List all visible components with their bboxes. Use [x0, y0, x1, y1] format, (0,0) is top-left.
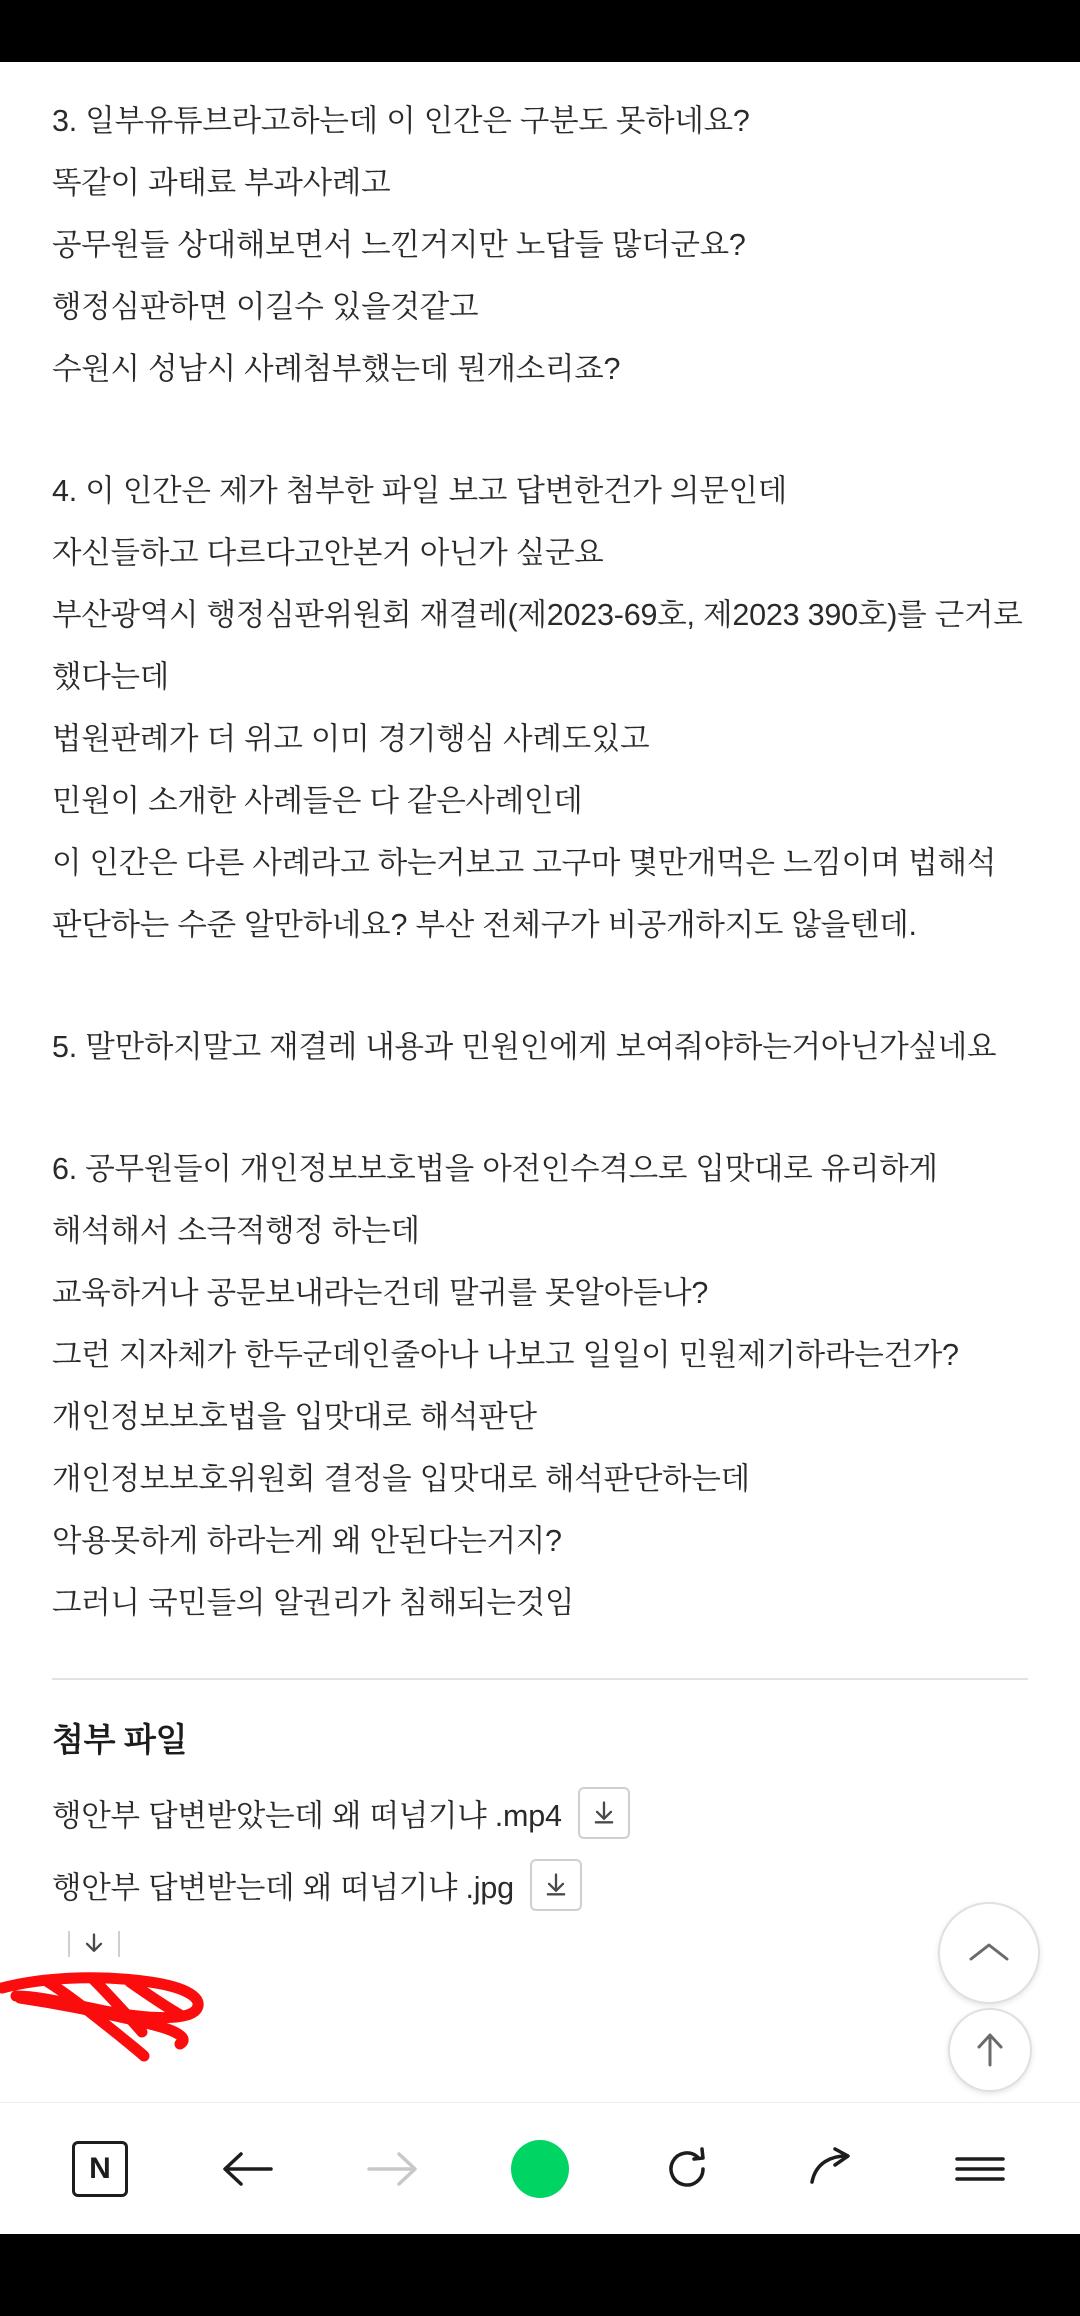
arrow-up-icon — [970, 2029, 1010, 2071]
download-icon[interactable] — [578, 1787, 630, 1839]
text-line: 악용못하게 하라는게 왜 안된다는거지? — [52, 1524, 562, 1558]
attachment-file-name: 행안부 답변받았는데 왜 떠넘기냐 .mp4 — [52, 1799, 562, 1833]
share-icon — [808, 2146, 858, 2192]
paragraph-item-4 — [52, 460, 1028, 956]
article-body — [0, 62, 1080, 1957]
text-line: 그러니 국민들의 알권리가 침해되는것임 — [52, 1586, 575, 1620]
text-line: 민원이 소개한 사례들은 다 같은사례인데 — [52, 784, 583, 818]
download-icon[interactable] — [68, 1931, 120, 1957]
text-line: 법원판례가 더 위고 이미 경기행심 사례도있고 — [52, 722, 650, 756]
record-button[interactable] — [494, 2123, 586, 2215]
status-bar — [0, 0, 1080, 62]
scroll-up-button[interactable] — [948, 2008, 1032, 2092]
browser-toolbar — [0, 2102, 1080, 2234]
reload-icon — [663, 2145, 711, 2193]
text-line: 교육하거나 공문보내라는건데 말귀를 못알아듣나? — [52, 1276, 709, 1310]
arrow-left-icon — [219, 2147, 275, 2191]
attachment-row[interactable] — [52, 1859, 1028, 1911]
text-line: 개인정보보호위원회 결정을 입맛대로 해석판단하는데 — [52, 1462, 750, 1496]
arrow-right-icon — [365, 2147, 421, 2191]
text-line: 부산광역시 행정심판위원회 재결레(제2023-69호, 제2023 390호)를 근거로 했다는데 — [52, 598, 1023, 694]
paragraph-item-3 — [52, 90, 1028, 400]
attachment-row[interactable] — [52, 1787, 1028, 1839]
menu-button[interactable] — [934, 2123, 1026, 2215]
text-line: 똑같이 과태료 부과사례고 — [52, 166, 391, 200]
record-dot-icon — [511, 2140, 569, 2198]
text-line: 수원시 성남시 사례첨부했는데 뭔개소리죠? — [52, 352, 621, 386]
text-line: 행정심판하면 이길수 있을것같고 — [52, 290, 479, 324]
text-line: 3. 일부유튜브라고하는데 이 인간은 구분도 못하네요? — [52, 104, 750, 138]
text-line: 6. 공무원들이 개인정보보호법을 아전인수격으로 입맛대로 유리하게 해석해서 소극적행정 하는데 — [52, 1152, 938, 1248]
scroll-to-top-button[interactable] — [938, 1902, 1040, 2004]
red-scribble-annotation — [0, 1952, 300, 2082]
download-icon[interactable] — [530, 1859, 582, 1911]
naver-n-icon: N — [72, 2141, 128, 2197]
hamburger-menu-icon — [954, 2152, 1006, 2186]
share-button[interactable] — [787, 2123, 879, 2215]
reload-button[interactable] — [641, 2123, 733, 2215]
back-button[interactable] — [201, 2123, 293, 2215]
forward-button[interactable] — [347, 2123, 439, 2215]
paragraph-item-5 — [52, 1016, 1028, 1078]
web-page-content — [0, 62, 1080, 2102]
text-line: 그런 지자체가 한두군데인줄아나 나보고 일일이 민원제기하라는건가? 개인정보보호법을 입맛대로 해석판단 — [52, 1338, 959, 1434]
text-line: 5. 말만하지말고 재결레 내용과 민원인에게 보여줘야하는거아닌가싶네요 — [52, 1030, 997, 1064]
naver-home-button[interactable] — [54, 2123, 146, 2215]
text-line: 4. 이 인간은 제가 첨부한 파일 보고 답변한건가 의문인데 — [52, 474, 788, 508]
system-navigation-bar — [0, 2234, 1080, 2316]
text-line: 공무원들 상대해보면서 느낀거지만 노답들 많더군요? — [52, 228, 746, 262]
chevron-up-icon — [965, 1935, 1013, 1971]
attachment-file-name: 행안부 답변받는데 왜 떠넘기냐 .jpg — [52, 1871, 514, 1905]
text-line: 자신들하고 다르다고안본거 아닌가 싶군요 — [52, 536, 604, 570]
paragraph-item-6 — [52, 1138, 1028, 1634]
attachments-heading: 첨부 파일 — [52, 1721, 188, 1758]
text-line: 이 인간은 다른 사례라고 하는거보고 고구마 몇만개먹은 느낌이며 법해석 판단하는 수준 알만하네요? 부산 전체구가 비공개하지도 않을텐데. — [52, 846, 997, 942]
section-divider — [52, 1678, 1028, 1680]
attachment-row-clipped[interactable] — [52, 1931, 1028, 1957]
